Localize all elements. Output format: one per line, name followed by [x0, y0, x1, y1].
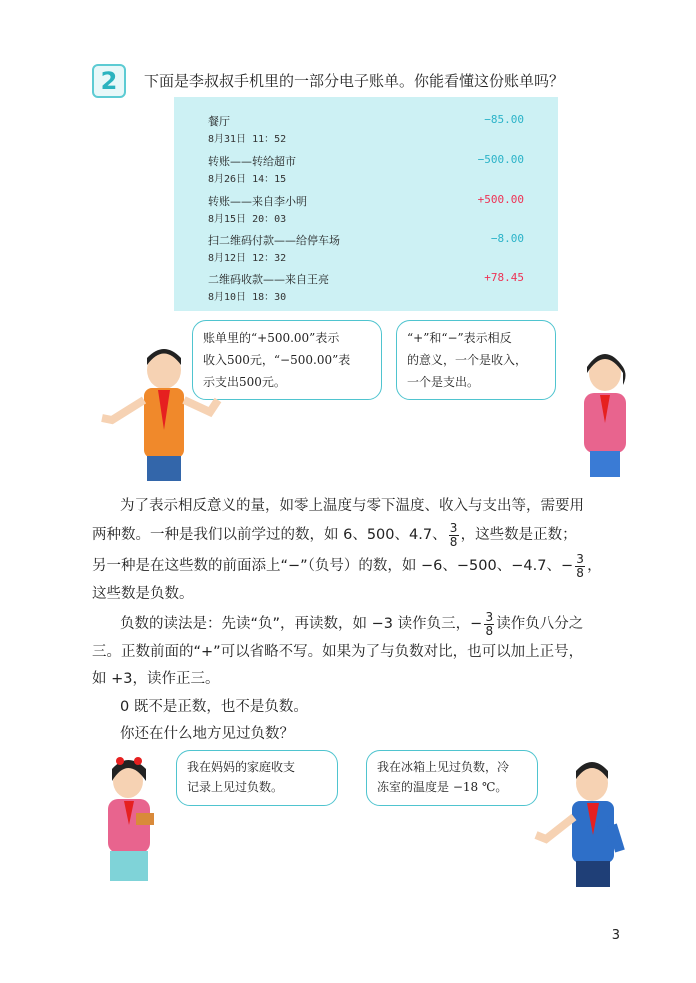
bill-amount: −8.00: [490, 232, 524, 245]
fraction-numerator: 3: [485, 609, 494, 624]
bill-description: 扫二维码付款——给停车场: [208, 234, 340, 247]
bubble-line: 记录上见过负数。: [187, 780, 284, 794]
bill-row: [208, 232, 524, 268]
fraction: [575, 553, 585, 580]
bill-time: 8月26日 14：15: [208, 174, 287, 185]
text-span: 读作负八分之: [496, 616, 584, 632]
bubble-line: 账单里的“+500.00”表示: [203, 331, 340, 345]
boy-speech-bubble-bottom: [366, 750, 538, 806]
text-span: ，这些数是正数；: [460, 527, 577, 543]
page-number: 3: [611, 928, 620, 943]
bill-time: 8月31日 11：52: [208, 134, 287, 145]
para-line: 这些数是负数。: [92, 586, 194, 602]
bill-time: 8月12日 12：32: [208, 253, 287, 264]
problem-title: 下面是李叔叔手机里的一部分电子账单。你能看懂这份账单吗？: [144, 72, 565, 90]
text-span: 两种数。一种是我们以前学过的数，如 6、500、4.7、: [92, 527, 447, 543]
bill-description: 餐厅: [208, 115, 230, 128]
e-bill-card: [174, 97, 558, 311]
fraction-numerator: 3: [576, 551, 584, 566]
para-line: 0 既不是正数，也不是负数。: [120, 699, 308, 715]
girl-illustration: [94, 755, 166, 887]
bubble-line: 一个是支出。: [407, 375, 480, 389]
bill-amount: −500.00: [477, 153, 524, 166]
girl-speech-bubble-bottom: [176, 750, 338, 806]
bill-description: 二维码收款——来自王亮: [208, 273, 329, 286]
text-span: ，: [587, 558, 602, 574]
para-line: 三。正数前面的“+”可以省略不写。如果为了与负数对比，也可以加上正号，: [92, 644, 584, 660]
boy-illustration: [92, 340, 222, 485]
bubble-line: 示支出500元。: [203, 375, 286, 389]
fraction-numerator: 3: [449, 520, 458, 535]
bubble-line: “+”和“−”表示相反: [407, 331, 512, 345]
bill-amount: −85.00: [484, 113, 524, 126]
bill-description: 转账——来自李小明: [208, 195, 307, 208]
problem-number-badge: 2: [92, 64, 126, 98]
bill-time: 8月10日 18：30: [208, 292, 287, 303]
fraction-denominator: 8: [485, 623, 494, 638]
girl-speech-bubble-top: [396, 320, 556, 400]
bill-amount: +78.45: [484, 271, 524, 284]
bubble-line: 我在冰箱上见过负数，冷: [377, 760, 510, 774]
bubble-line: 我在妈妈的家庭收支: [187, 760, 296, 774]
para-line: [120, 610, 583, 639]
bill-row: [208, 113, 524, 149]
bubble-line: 的意义，一个是收入，: [407, 353, 528, 367]
bill-row: [208, 153, 524, 189]
bill-row: [208, 271, 524, 307]
para-line: 如 +3，读作正三。: [92, 671, 220, 687]
fraction: [484, 611, 494, 638]
bill-time: 8月15日 20：03: [208, 214, 287, 225]
girl-illustration: [570, 345, 640, 480]
bubble-line: 冻室的温度是 −18 ℃。: [377, 780, 508, 794]
fraction-denominator: 8: [449, 534, 458, 549]
para-line: [92, 521, 577, 550]
text-span: 负数的读法是：先读“负”，再读数，如 −3 读作负三，−: [120, 616, 483, 632]
bill-row: [208, 193, 524, 229]
para-line: 为了表示相反意义的量，如零上温度与零下温度、收入与支出等，需要用: [120, 498, 584, 514]
bill-amount: +500.00: [477, 193, 524, 206]
fraction-denominator: 8: [576, 565, 584, 580]
para-line: 你还在什么地方见过负数？: [120, 726, 294, 742]
bubble-line: 收入500元，“−500.00”表: [203, 353, 351, 367]
fraction: [449, 522, 459, 549]
bill-description: 转账——转给超市: [208, 155, 296, 168]
boy-illustration: [532, 755, 632, 890]
text-span: 另一种是在这些数的前面添上“−”（负号）的数，如 −6、−500、−4.7、−: [92, 558, 574, 574]
para-line: [92, 552, 602, 581]
